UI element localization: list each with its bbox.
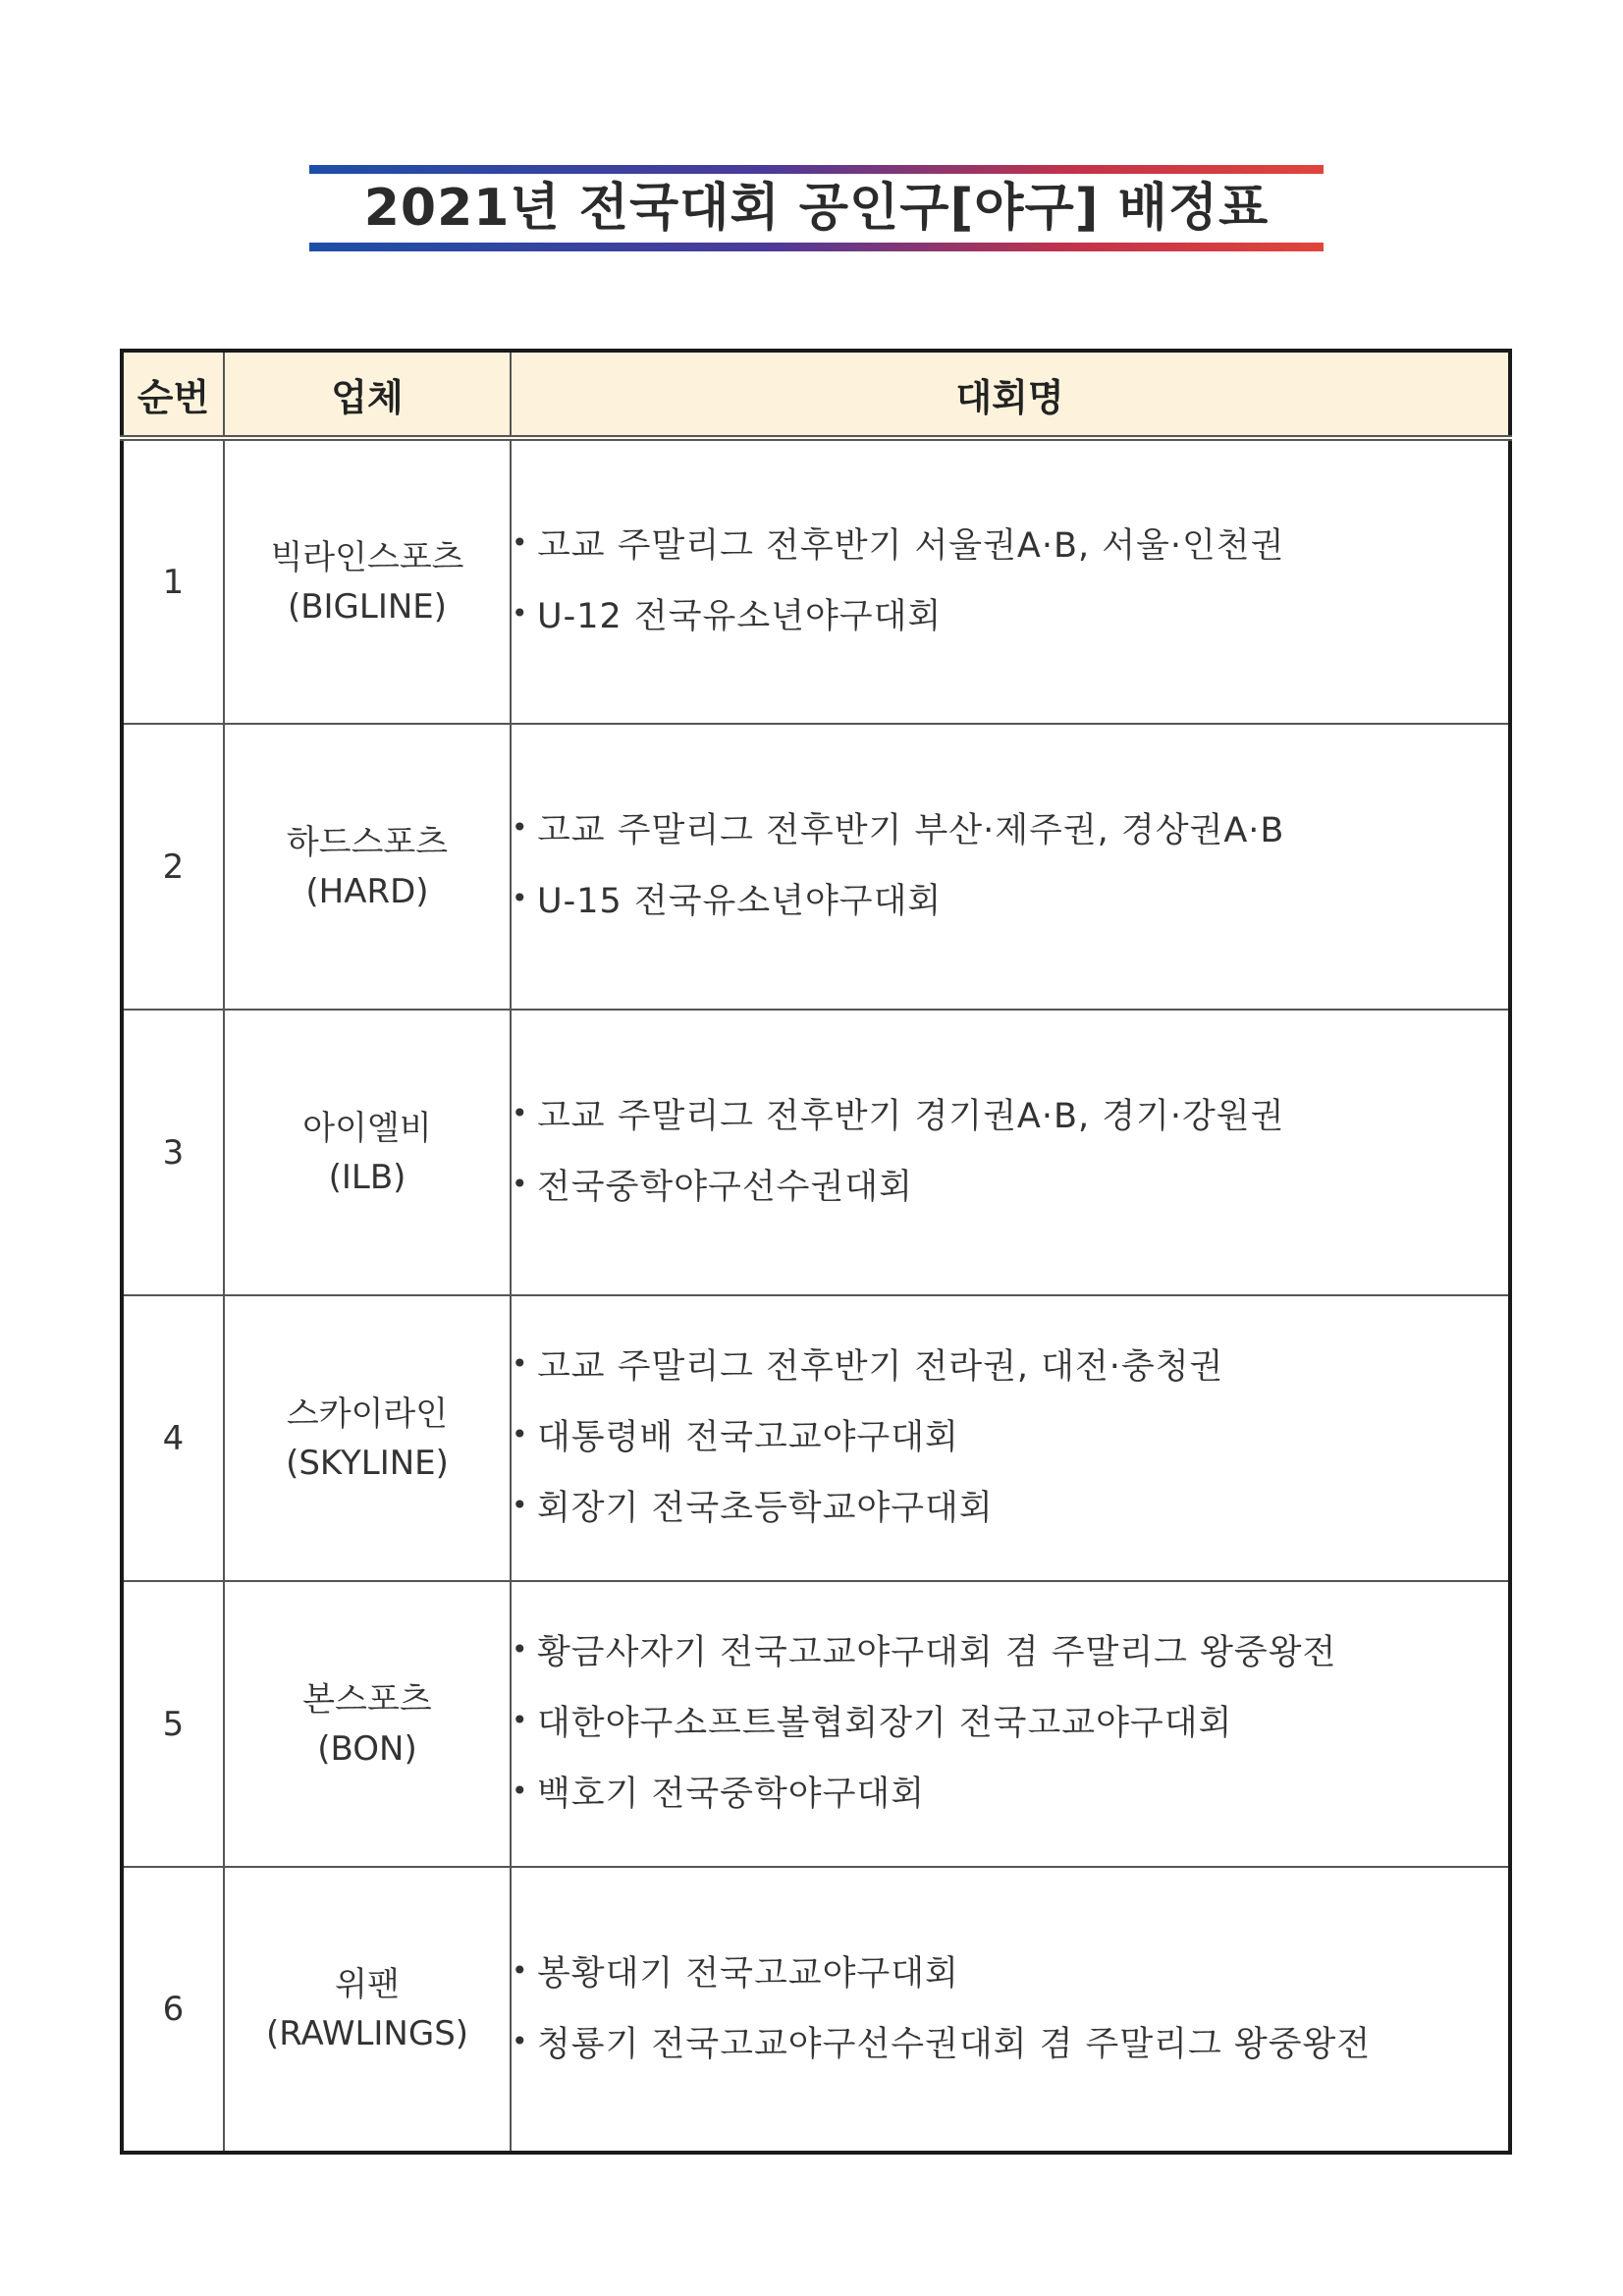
header-num: 순번 [122,351,224,438]
bullet-icon: • [512,811,529,844]
event-list [512,1950,1508,2069]
event-name: 백호기 전국중학야구대회 [537,1775,926,1814]
list-item [512,1485,1508,1533]
event-name: 청룡기 전국고교야구선수권대회 겸 주말리그 왕중왕전 [537,2024,1372,2064]
event-name: 전국중학야구선수권대회 [537,1168,913,1207]
row-number: 2 [122,724,224,1010]
vendor-cell [224,724,511,1010]
vendor-cell [224,1581,511,1867]
bullet-icon: • [512,1347,529,1380]
table-row [122,1295,1510,1581]
bullet-icon: • [512,1775,529,1807]
event-list [512,807,1508,926]
list-item [512,593,1508,641]
event-name: U-15 전국유소년야구대회 [537,882,943,921]
event-name: 봉황대기 전국고교야구대회 [537,1953,959,1994]
event-name: 고교 주말리그 전후반기 전라권, 대전·충청권 [537,1347,1224,1387]
vendor-cell [224,1295,511,1581]
vendor-english-name: (HARD) [305,871,429,911]
table-row [122,1581,1510,1867]
vendor-cell [224,1010,511,1295]
event-list [512,1093,1508,1212]
vendor-english-name: (ILB) [328,1157,406,1197]
vendor-english-name: (SKYLINE) [286,1443,449,1483]
vendor-name: 아이엘비 [302,1108,432,1148]
table-row [122,438,1510,724]
event-name: 회장기 전국초등학교야구대회 [537,1489,994,1528]
bullet-icon: • [512,1704,529,1736]
bullet-icon: • [512,1418,529,1450]
list-item [512,1414,1508,1462]
header-vendor: 업체 [224,351,511,438]
bullet-icon: • [512,1953,529,1987]
event-name: 대통령배 전국고교야구대회 [537,1418,959,1457]
row-number: 1 [122,438,224,724]
event-name: 고교 주말리그 전후반기 부산·제주권, 경상권A·B [537,811,1285,850]
list-item [512,1164,1508,1212]
table-row [122,1867,1510,2153]
header-row [122,351,1510,438]
bullet-icon: • [512,1097,529,1129]
document-title-block [309,165,1324,251]
row-number: 3 [122,1010,224,1295]
vendor-english-name: (BON) [317,1728,417,1769]
bullet-icon: • [512,526,529,559]
bullet-icon: • [512,1168,529,1200]
row-number: 4 [122,1295,224,1581]
vendor-cell [224,1867,511,2153]
list-item [512,1629,1508,1677]
list-item [512,1771,1508,1819]
list-item [512,1343,1508,1392]
row-number: 5 [122,1581,224,1867]
list-item [512,2021,1508,2069]
vendor-name: 본스포츠 [302,1679,432,1720]
list-item [512,522,1508,571]
event-name: U-12 전국유소년야구대회 [537,597,943,636]
events-cell [511,438,1510,724]
events-cell [511,724,1510,1010]
vendor-name: 하드스포츠 [286,822,449,862]
list-item [512,1700,1508,1748]
events-cell [511,1581,1510,1867]
event-name: 대한야구소프트볼협회장기 전국고교야구대회 [537,1704,1233,1743]
list-item [512,1950,1508,1998]
event-name: 고교 주말리그 전후반기 경기권A·B, 경기·강원권 [537,1097,1285,1136]
event-list [512,522,1508,641]
vendor-cell [224,438,511,724]
events-cell [511,1295,1510,1581]
bullet-icon: • [512,1633,529,1666]
bullet-icon: • [512,2024,529,2057]
events-cell [511,1010,1510,1295]
event-name: 황금사자기 전국고교야구대회 겸 주말리그 왕중왕전 [537,1633,1337,1672]
title-top-rule [309,165,1324,174]
vendor-english-name: (BIGLINE) [287,586,448,627]
vendor-name: 위팬 [335,1965,400,2004]
event-name: 고교 주말리그 전후반기 서울권A·B, 서울·인천권 [537,526,1285,566]
events-cell [511,1867,1510,2153]
list-item [512,878,1508,926]
bullet-icon: • [512,597,529,629]
vendor-english-name: (RAWLINGS) [265,2014,469,2053]
list-item [512,1093,1508,1141]
header-events: 대회명 [511,351,1510,438]
bullet-icon: • [512,882,529,914]
table-header [122,351,1510,438]
event-list [512,1629,1508,1819]
title-bottom-rule [309,243,1324,251]
vendor-name: 빅라인스포츠 [270,537,464,577]
bullet-icon: • [512,1489,529,1521]
list-item [512,807,1508,855]
table-row [122,724,1510,1010]
vendor-name: 스카이라인 [286,1394,449,1434]
event-list [512,1343,1508,1533]
row-number: 6 [122,1867,224,2153]
table-row [122,1010,1510,1295]
allocation-table [120,349,1512,2155]
document-title: 2021년 전국대회 공인구[야구] 배정표 [363,179,1270,238]
table-body [122,438,1510,2153]
